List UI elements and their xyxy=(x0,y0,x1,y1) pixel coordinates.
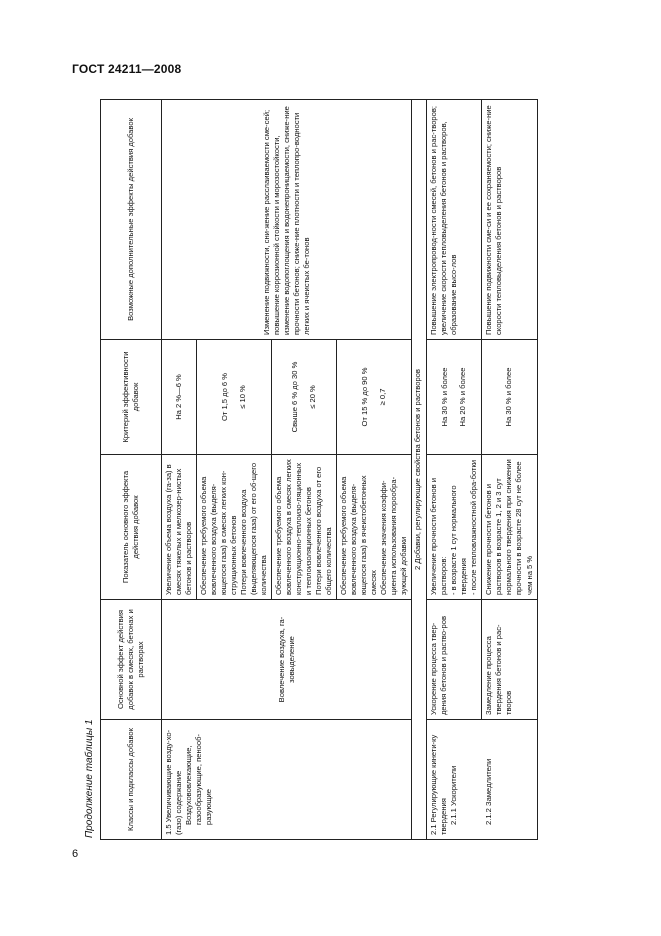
indicator-cell xyxy=(197,455,272,600)
effect-cell: Ускорение процесса твер-дения бетонов и раство-ров xyxy=(427,600,482,720)
criterion-text: От 1,5 до 6 % xyxy=(220,373,230,422)
table-row xyxy=(427,100,482,840)
indicator-text: Обеспечение требуемого объема вовлеченного воздуха (выделя-ющегося газа) в смесях легких кон-струкционных бетонов xyxy=(199,470,239,595)
criterion-text: На 20 % и более xyxy=(458,367,468,427)
class-cell xyxy=(482,720,537,840)
criterion-cell xyxy=(272,340,337,455)
indicator-cell: Увеличение объема воздуха (га-за) в смесях тяжелых и мелкозер-нистых бетонов и растворов xyxy=(162,455,197,600)
indicator-text: - в возрасте 1 сут нормального твердения xyxy=(449,485,469,595)
page-number: 6 xyxy=(72,848,79,860)
table-row xyxy=(482,100,537,840)
class-label: 1.5 Увеличивающие возду-хо- (газо) содержание xyxy=(164,729,184,835)
rotated-table-container xyxy=(82,100,625,840)
col-header-additional: Возможные дополнительные эффекты действия добавок xyxy=(101,100,162,340)
criterion-cell: На 2 %—6 % xyxy=(162,340,197,455)
class-cell xyxy=(162,720,412,840)
criterion-cell xyxy=(427,340,482,455)
col-header-criterion: Критерий эффективности добавок xyxy=(101,340,162,455)
document-header: ГОСТ 24211—2008 xyxy=(72,62,182,76)
subclass-label: Воздухововлекающие, газообразующие, пенооб-разующие xyxy=(184,734,214,825)
class-label: 2.1 Регулирующие кинети-ку твердения xyxy=(429,734,449,835)
additional-effects-cell: Повышение подвижности сме-си и ее сохраняемости; сниже-ние скорости тепловыделения бетонов и растворов xyxy=(482,100,537,340)
indicator-text: Обеспечение требуемого объема вовлеченного воздуха в смесях легких конструкционно-теплоизо-ляционных и теплоизоляционных бетонов xyxy=(274,459,314,595)
indicator-cell xyxy=(272,455,337,600)
class-cell xyxy=(427,720,482,840)
col-header-indicator: Показатель основного эффекта действия добавок xyxy=(101,455,162,600)
table-caption: Продолжение таблицы 1 xyxy=(84,719,95,838)
indicator-text: Обеспечение требуемого объема вовлеченного воздуха (выделя-ющегося газа) в ячеистобетонных смесях xyxy=(339,475,379,595)
table-row xyxy=(162,100,197,840)
table-header-row xyxy=(101,100,162,840)
criterion-text: ≥ 0,7 xyxy=(378,388,388,406)
indicator-text: Потери вовлеченного воздуха от его общего количества xyxy=(314,466,334,595)
criterion-text: От 15 % до 90 % xyxy=(360,367,370,427)
indicator-cell xyxy=(337,455,412,600)
section-heading: 2 Добавки, регулирующие свойства бетонов и растворов xyxy=(412,100,427,840)
additives-table xyxy=(100,99,538,840)
additional-effects-cell: Изменение подвижности, сни-жение расслаиваемости сме-сей; повышение коррозионной стойкости и морозостойкости, изменение водопоглощения и водонепроницаемости, сниже-ние прочности бетонов; сниже-ние плотности и теплопро-водности легких и ячеистых бе-тонов xyxy=(162,100,412,340)
criterion-cell xyxy=(197,340,272,455)
additional-effects-cell: Повышение электропровод-ности смесей, бетонов и рас-творов; увеличение скорости тепловыделения бетонов и растворов, образование высо-лов xyxy=(427,100,482,340)
section-row xyxy=(412,100,427,840)
criterion-text: ≤ 10 % xyxy=(238,385,248,409)
indicator-text: Потери вовлеченного воздуха (выделяющегося газа) от его об-щего количества xyxy=(239,462,269,595)
effect-cell: Замедление процесса твердения бетонов и рас-творов xyxy=(482,600,537,720)
criterion-text: ≤ 20 % xyxy=(308,385,318,409)
indicator-text: Обеспечение значения коэффи-циента использования порообра-зующей добавки xyxy=(379,476,409,595)
subclass-label: 2.1.1 Ускорители xyxy=(449,765,459,825)
criterion-cell: На 30 % и более xyxy=(482,340,537,455)
subclass-label: 2.1.2 Замедлители xyxy=(483,758,493,825)
criterion-text: На 30 % и более xyxy=(440,367,450,427)
indicator-cell xyxy=(427,455,482,600)
criterion-text: Свыше 6 % до 30 % xyxy=(290,361,300,433)
effect-cell: Вовлечение воздуха, га-зовыделение xyxy=(162,600,412,720)
col-header-effect: Основной эффект действия добавок в смесях, бетонах и растворах xyxy=(101,600,162,720)
criterion-cell xyxy=(337,340,412,455)
col-header-class: Классы и подклассы добавок xyxy=(101,720,162,840)
indicator-text: - после тепловлажностной обра-ботки xyxy=(469,459,479,595)
indicator-text: Увеличение прочности бетонов и растворов: xyxy=(429,478,449,595)
indicator-cell: Снижение прочности бетонов и растворов в возрасте 1, 2 и 3 сут нормального твердения при снижении прочности в возрасте 28 сут не более чем на 5 % xyxy=(482,455,537,600)
